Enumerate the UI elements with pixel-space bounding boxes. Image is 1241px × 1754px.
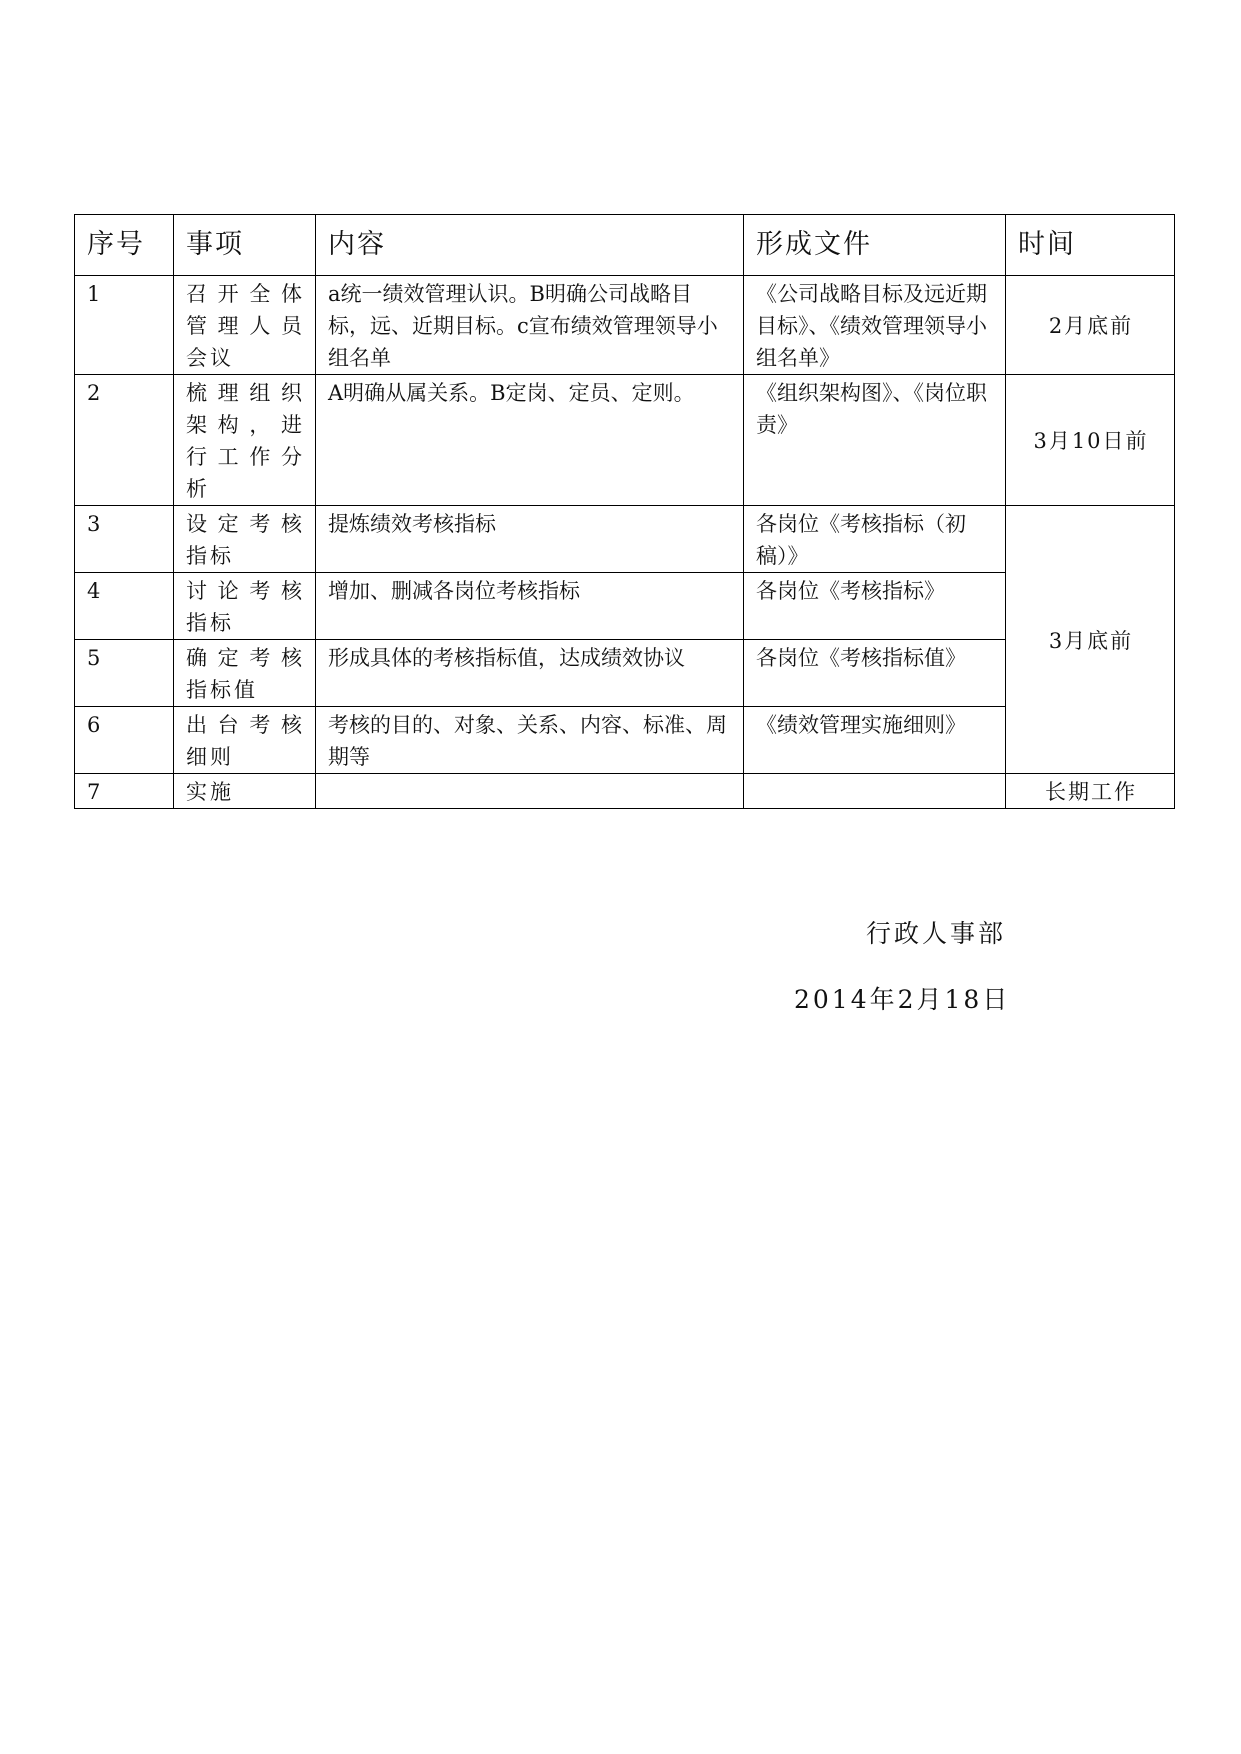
row-no: 4 — [75, 573, 174, 640]
row-item: 实施 — [174, 774, 316, 809]
row-file: 各岗位《考核指标值》 — [744, 640, 1006, 707]
row-item: 确定考核指标值 — [174, 640, 316, 707]
row-content: a统一绩效管理认识。B明确公司战略目标，远、近期目标。c宣布绩效管理领导小组名单 — [316, 276, 744, 375]
table-row — [75, 375, 1175, 506]
row-file: 《绩效管理实施细则》 — [744, 707, 1006, 774]
row-time: 长期工作 — [1006, 774, 1175, 809]
row-content — [316, 774, 744, 809]
header-file: 形成文件 — [744, 215, 1006, 276]
plan-table — [74, 214, 1175, 809]
row-file — [744, 774, 1006, 809]
row-content: 考核的目的、对象、关系、内容、标准、周期等 — [316, 707, 744, 774]
table-row — [75, 774, 1175, 809]
table-row — [75, 276, 1175, 375]
row-time-merged: 3月底前 — [1006, 506, 1175, 774]
signature-date: 2014年2月18日 — [794, 985, 1011, 1014]
signature-department: 行政人事部 — [866, 919, 1007, 948]
row-content: A明确从属关系。B定岗、定员、定则。 — [316, 375, 744, 506]
header-content: 内容 — [316, 215, 744, 276]
table-row — [75, 506, 1175, 573]
row-content: 提炼绩效考核指标 — [316, 506, 744, 573]
row-item: 召开全体管理人员会议 — [174, 276, 316, 375]
row-no: 3 — [75, 506, 174, 573]
row-no: 7 — [75, 774, 174, 809]
row-item: 设定考核指标 — [174, 506, 316, 573]
table-header-row — [75, 215, 1175, 276]
row-file: 《组织架构图》、《岗位职责》 — [744, 375, 1006, 506]
row-content: 增加、删减各岗位考核指标 — [316, 573, 744, 640]
row-content: 形成具体的考核指标值，达成绩效协议 — [316, 640, 744, 707]
row-item: 讨论考核指标 — [174, 573, 316, 640]
row-file: 各岗位《考核指标（初稿）》 — [744, 506, 1006, 573]
row-file: 《公司战略目标及远近期目标》、《绩效管理领导小组名单》 — [744, 276, 1006, 375]
row-item: 出台考核细则 — [174, 707, 316, 774]
row-time: 2月底前 — [1006, 276, 1175, 375]
row-no: 2 — [75, 375, 174, 506]
row-no: 1 — [75, 276, 174, 375]
row-no: 5 — [75, 640, 174, 707]
row-time: 3月10日前 — [1006, 375, 1175, 506]
row-no: 6 — [75, 707, 174, 774]
header-time: 时间 — [1006, 215, 1175, 276]
row-item: 梳理组织架构，进行工作分析 — [174, 375, 316, 506]
row-file: 各岗位《考核指标》 — [744, 573, 1006, 640]
header-no: 序号 — [75, 215, 174, 276]
header-item: 事项 — [174, 215, 316, 276]
